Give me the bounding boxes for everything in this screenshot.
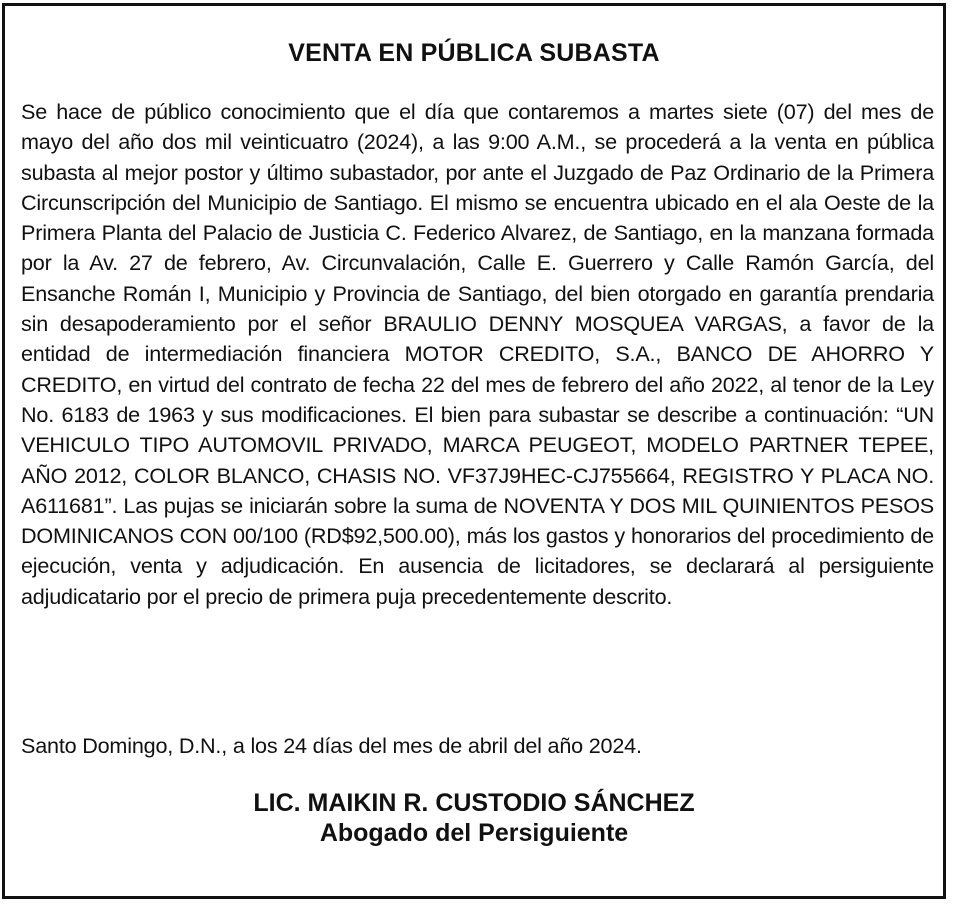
notice-title: VENTA EN PÚBLICA SUBASTA	[288, 39, 660, 67]
signatory-name: LIC. MAIKIN R. CUSTODIO SÁNCHEZ	[253, 789, 695, 817]
legal-notice-box	[2, 3, 946, 899]
notice-body: Se hace de público conocimiento que el día que contaremos a martes siete (07) del mes de mayo del año dos mil veinticuatro (2024), a las 9:00 A.M., se procederá a la venta en pública subasta al mejor postor y último subastador, por ante el Juzgado de Paz Ordinario de la Primera Circunscripción del Municipio de Santiago. El mismo se encuentra ubicado en el ala Oeste de la Primera Planta del Palacio de Justicia C. Federico Alvarez, de Santiago, en la manzana formada por la Av. 27 de febrero, Av. Circunvalación, Calle E. Guerrero y Calle Ramón García, del Ensanche Román I, Municipio y Provincia de Santiago, del bien otorgado en garantía prendaria sin desapoderamiento por el señor BRAULIO DENNY MOSQUEA VARGAS, a favor de la entidad de intermediación financiera MOTOR CREDITO, S.A., BANCO DE AHORRO Y CREDITO, en virtud del contrato de fecha 22 del mes de febrero del año 2022, al tenor de la Ley No. 6183 de 1963 y sus modificaciones. El bien para subastar se describe a continuación: “UN VEHICULO TIPO AUTOMOVIL PRIVADO, MARCA PEUGEOT, MODELO PARTNER TEPEE, AÑO 2012, COLOR BLANCO, CHASIS NO. VF37J9HEC-CJ755664, REGISTRO Y PLACA NO. A611681”. Las pujas se iniciarán sobre la suma de NOVENTA Y DOS MIL QUINIENTOS PESOS DOMINICANOS CON 00/100 (RD$92,500.00), más los gastos y honorarios del procedimiento de ejecución, venta y adjudicación. En ausencia de licitadores, se declarará al persiguiente adjudicatario por el precio de primera puja precedentemente descrito.	[21, 99, 934, 609]
signature-block	[5, 788, 943, 848]
notice-date-line: Santo Domingo, D.N., a los 24 días del mes de abril del año 2024.	[21, 733, 642, 758]
signatory-role: Abogado del Persiguiente	[319, 819, 629, 847]
